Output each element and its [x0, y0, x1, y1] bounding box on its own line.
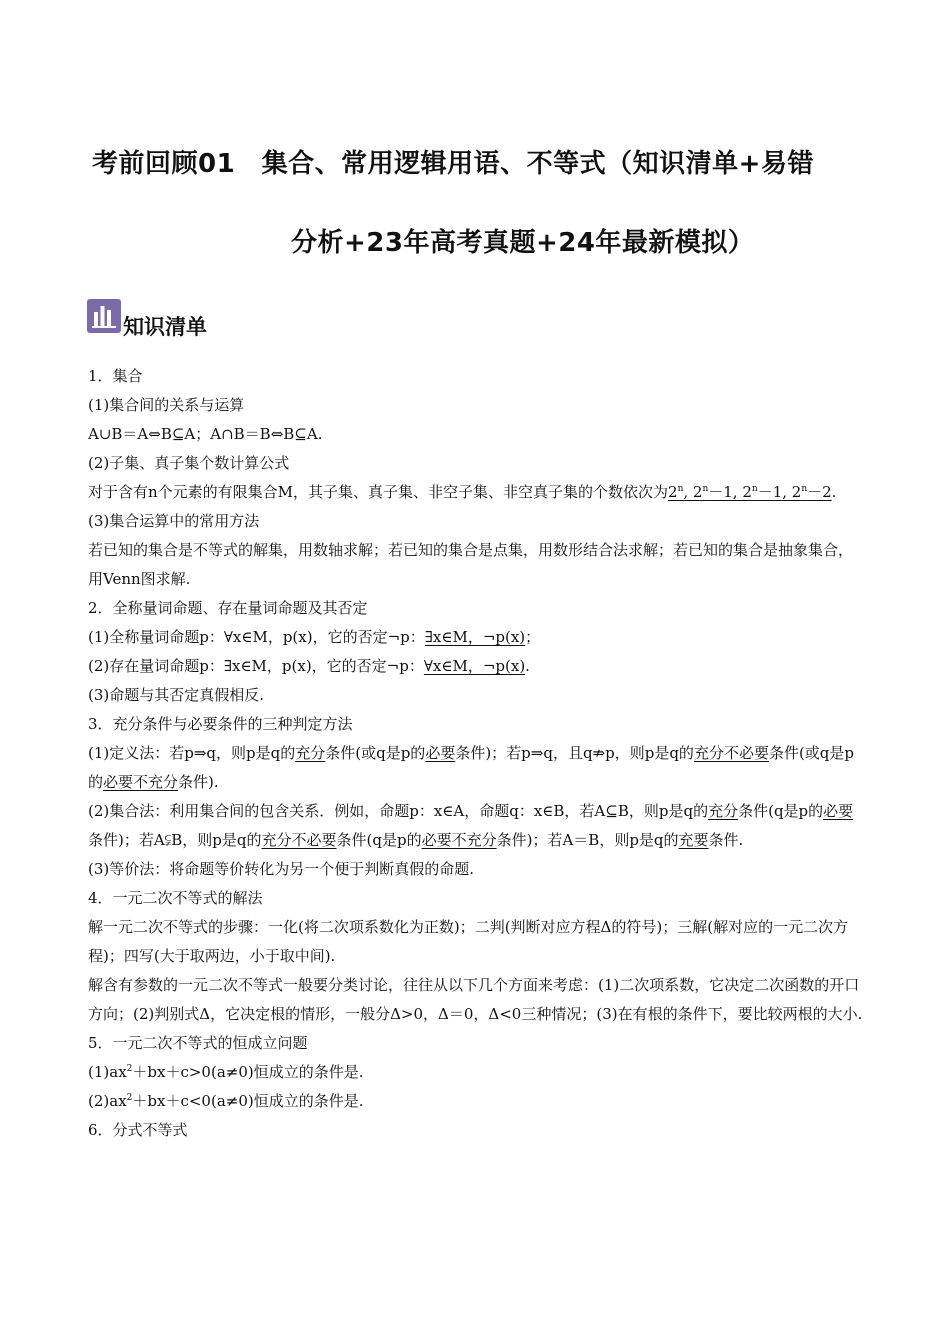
heading-quadratic: 4．一元二次不等式的解法: [88, 889, 263, 907]
bar-chart-icon: [87, 299, 121, 333]
paragraph: (1)全称量词命题p：∀x∈M，p(x)，它的否定¬p：∃x∈M，¬p(x)；: [88, 628, 541, 646]
section-title: 知识清单: [123, 315, 207, 339]
heading-fraction-inequality: 6．分式不等式: [88, 1121, 188, 1139]
document-title-line-2: 分析+23年高考真题+24年最新模拟）: [291, 228, 755, 258]
answer-underline: ∃x∈M，¬p(x): [424, 628, 526, 646]
subheading: (1)集合间的关系与运算: [88, 396, 245, 414]
heading-always-true: 5．一元二次不等式的恒成立问题: [88, 1034, 308, 1052]
paragraph-subset-count: 对于含有n个元素的有限集合M，其子集、真子集、非空子集、非空真子集的个数依次为2$^n$, $2^n-1$, $2^n-1$, $2^n-2$.: [88, 483, 837, 501]
document-body: [88, 362, 864, 1145]
answer-underline: ∀x∈M，¬p(x): [423, 657, 526, 675]
heading-sets: 1．集合: [88, 367, 143, 385]
paragraph: 若已知的集合是不等式的解集，用数轴求解；若已知的集合是点集，用数形结合法求解；若已知的集合是抽象集合，用Venn图求解.: [88, 541, 854, 588]
paragraph: (2)集合法：利用集合间的包含关系．例如，命题p：x∈A，命题q：x∈B，若A⊆B，则p是q的充分条件(q是p的必要条件)；若A⫋B，则p是q的充分不必要条件(q是p的必要不充分条件)；若A＝B，则p是q的充要条件.: [88, 802, 854, 849]
formula: A∪B＝A⇔B⊆A；A∩B＝B⇔B⊆A.: [88, 425, 323, 443]
answer-underline: 2$^n$, $2^n-1$, $2^n-1$, $2^n-2$: [668, 483, 832, 501]
paragraph: (1)定义法：若p⇒q，则p是q的充分条件(或q是p的必要条件)；若p⇒q，且q⇏p，则p是q的充分不必要条件(或q是p的必要不充分条件).: [88, 744, 855, 791]
paragraph: $(2)ax^2+bx+c<0(a\ne 0)$恒成立的条件是.: [88, 1092, 364, 1110]
paragraph: (2)存在量词命题p：∃x∈M，p(x)，它的否定¬p：∀x∈M，¬p(x).: [88, 657, 530, 675]
paragraph: (3)命题与其否定真假相反.: [88, 686, 265, 704]
document-title-line-1: 考前回顾01 集合、常用逻辑用语、不等式（知识清单+易错: [92, 149, 814, 179]
subheading: (3)集合运算中的常用方法: [88, 512, 260, 530]
paragraph: 解一元二次不等式的步骤：一化(将二次项系数化为正数)；二判(判断对应方程Δ的符号)；三解(解对应的一元二次方程)；四写(大于取两边，小于取中间).: [88, 918, 849, 965]
paragraph: 解含有参数的一元二次不等式一般要分类讨论，往往从以下几个方面来考虑：(1)二次项系数，它决定二次函数的开口方向；(2)判别式Δ，它决定根的情形，一般分Δ>0，Δ＝0，Δ<0三种情况；(3)在有根的条件下，要比较两根的大小.: [88, 976, 863, 1023]
heading-quantifiers: 2．全称量词命题、存在量词命题及其否定: [88, 599, 368, 617]
paragraph: $(1)ax^2+bx+c>0(a\ne 0)$恒成立的条件是.: [88, 1063, 364, 1081]
subheading: (2)子集、真子集个数计算公式: [88, 454, 290, 472]
heading-conditions: 3．充分条件与必要条件的三种判定方法: [88, 715, 353, 733]
paragraph: (3)等价法：将命题等价转化为另一个便于判断真假的命题.: [88, 860, 475, 878]
